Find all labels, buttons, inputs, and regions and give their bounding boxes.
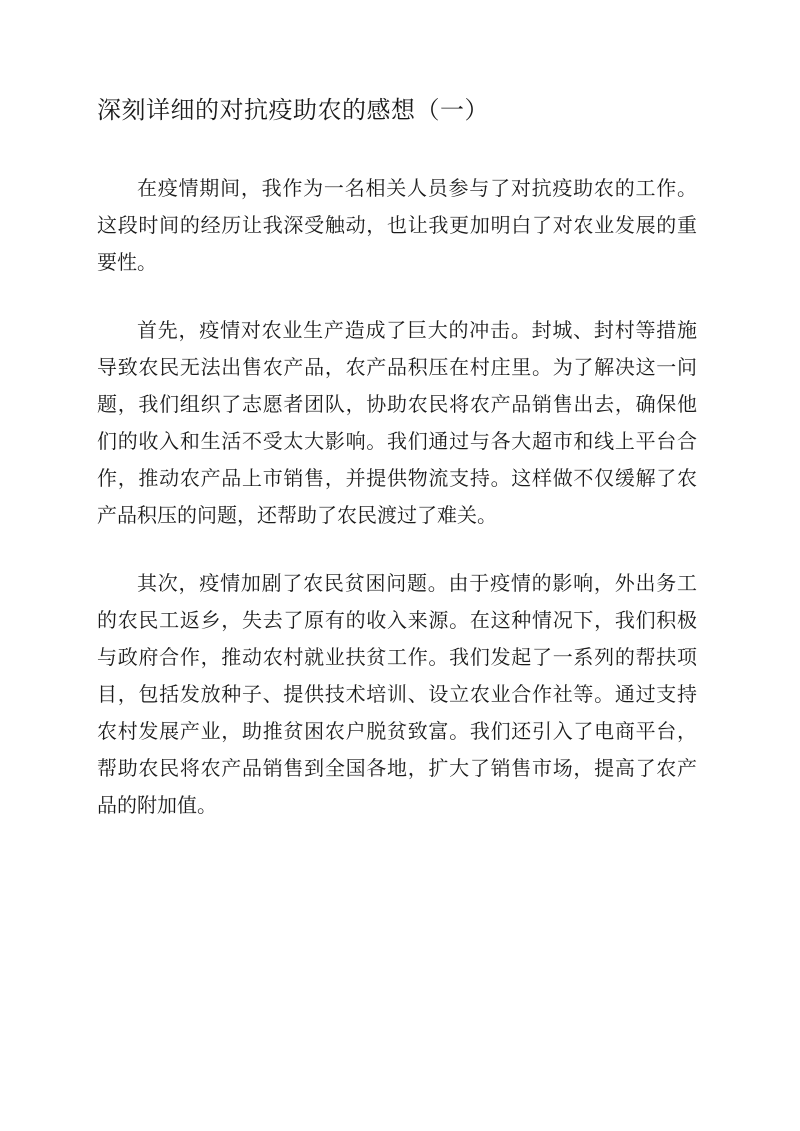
paragraph-line: 们的收入和生活不受太大影响。我们通过与各大超市和线上平台合 bbox=[97, 429, 697, 453]
paragraph-line: 帮助农民将农产品销售到全国各地，扩大了销售市场，提高了农产 bbox=[97, 756, 697, 780]
paragraph-line: 的农民工返乡，失去了原有的收入来源。在这种情况下，我们积极 bbox=[97, 608, 697, 632]
document-title: 深刻详细的对抗疫助农的感想（一） bbox=[97, 96, 489, 124]
paragraph-line: 题，我们组织了志愿者团队，协助农民将农产品销售出去，确保他 bbox=[97, 392, 697, 416]
paragraph-line: 要性。 bbox=[97, 250, 157, 274]
document-body bbox=[97, 170, 697, 855]
paragraph-1 bbox=[97, 170, 697, 281]
paragraph-line: 这段时间的经历让我深受触动，也让我更加明白了对农业发展的重 bbox=[97, 213, 697, 237]
paragraph-line: 作，推动农产品上市销售，并提供物流支持。这样做不仅缓解了农 bbox=[97, 466, 697, 490]
paragraph-line: 产品积压的问题，还帮助了农民渡过了难关。 bbox=[97, 503, 497, 527]
paragraph-line: 农村发展产业，助推贫困农户脱贫致富。我们还引入了电商平台， bbox=[97, 719, 697, 743]
paragraph-line: 目，包括发放种子、提供技术培训、设立农业合作社等。通过支持 bbox=[97, 682, 697, 706]
paragraph-line: 与政府合作，推动农村就业扶贫工作。我们发起了一系列的帮扶项 bbox=[97, 645, 697, 669]
paragraph-line: 品的附加值。 bbox=[97, 793, 217, 817]
paragraph-line: 其次，疫情加剧了农民贫困问题。由于疫情的影响，外出务工 bbox=[137, 571, 697, 595]
paragraph-line: 导致农民无法出售农产品，农产品积压在村庄里。为了解决这一问 bbox=[97, 355, 697, 379]
paragraph-3 bbox=[97, 565, 697, 824]
paragraph-line: 在疫情期间，我作为一名相关人员参与了对抗疫助农的工作。 bbox=[137, 176, 697, 200]
paragraph-line: 首先，疫情对农业生产造成了巨大的冲击。封城、封村等措施 bbox=[137, 318, 697, 342]
paragraph-2 bbox=[97, 312, 697, 534]
